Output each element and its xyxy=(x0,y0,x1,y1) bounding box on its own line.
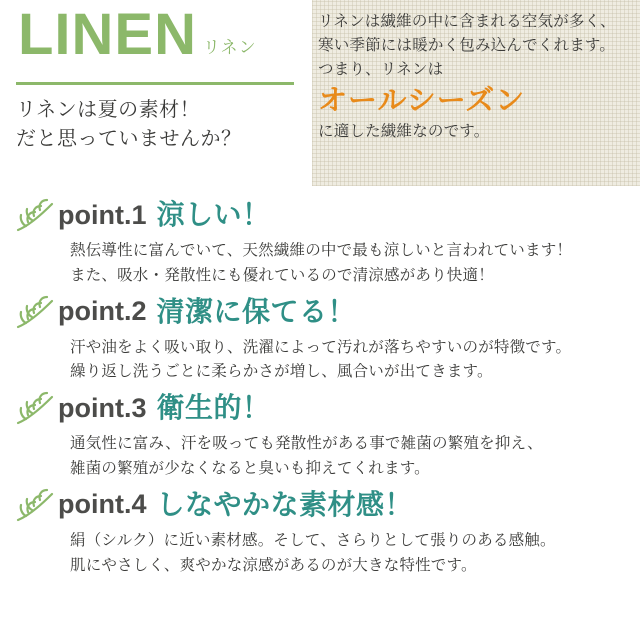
point-1-body-line-2: また、吸水・発散性にも優れているので清涼感があり快適！ xyxy=(70,266,494,284)
header-right-line-1: リネンは繊維の中に含まれる空気が多く、 xyxy=(318,13,616,30)
points-section xyxy=(0,186,640,590)
wheat-icon xyxy=(14,196,58,234)
bottom-spacer xyxy=(0,580,640,590)
point-2-body-line-2: 繰り返し洗うごとに柔らかさが増し、風合いが出てきます。 xyxy=(70,363,493,381)
point-1-title: 涼しい！ xyxy=(156,199,271,230)
point-4-body-line-2: 肌にやさしく、爽やかな涼感があるのが大きな特性です。 xyxy=(70,556,477,574)
point-3-body-line-2: 雑菌の繁殖が少なくなると臭いも抑えてくれます。 xyxy=(70,459,430,477)
header-lead-line-1: リネンは夏の素材！ xyxy=(16,99,201,121)
brand-divider xyxy=(16,82,294,85)
point-1-heading xyxy=(14,194,626,236)
header-right-line-2: 寒い季節には暖かく包み込んでくれます。 xyxy=(318,37,616,55)
point-3-heading xyxy=(14,387,626,429)
header-lead-line-2: だと思っていませんか？ xyxy=(16,128,242,150)
point-1-body xyxy=(70,239,626,289)
header-right-line-3: つまり、リネンは xyxy=(318,61,444,79)
header-right-line-4: に適した繊維なのです。 xyxy=(318,123,490,141)
point-block-4 xyxy=(0,484,640,579)
point-3-label: point.3 xyxy=(58,392,147,423)
point-2-label: point.2 xyxy=(58,296,147,327)
point-2-body-line-1: 汗や油をよく吸い取り、洗濯によって汚れが落ちやすいのが特徴です。 xyxy=(70,338,572,356)
point-block-2 xyxy=(0,291,640,386)
point-4-label: point.4 xyxy=(58,489,147,520)
point-3-body xyxy=(70,432,626,482)
header-lead-text xyxy=(16,96,242,154)
all-season-highlight: オールシーズン xyxy=(318,85,526,118)
point-4-body-line-1: 絹（シルク）に近い素材感。そして、さらりとして張りのある感触。 xyxy=(70,531,556,549)
brand-lockup xyxy=(18,2,257,67)
point-3-body-line-1: 通気性に富み、汗を吸っても発散性がある事で雑菌の繁殖を抑え、 xyxy=(70,435,543,453)
brand-name-en: LINEN xyxy=(18,2,197,67)
brand-name-jp: リネン xyxy=(203,38,257,57)
header-banner xyxy=(0,0,640,186)
header-right-text xyxy=(318,10,630,144)
point-2-heading xyxy=(14,291,626,333)
point-4-title: しなやかな素材感！ xyxy=(156,488,414,520)
header-left-panel xyxy=(0,0,312,186)
point-1-label: point.1 xyxy=(58,199,147,230)
wheat-icon xyxy=(14,389,58,427)
point-3-title: 衛生的！ xyxy=(156,392,271,424)
point-4-body xyxy=(70,529,626,579)
wheat-icon xyxy=(14,486,58,524)
point-4-heading xyxy=(14,484,626,526)
wheat-icon xyxy=(14,293,58,331)
point-2-title: 清潔に保てる！ xyxy=(156,295,357,327)
point-block-1 xyxy=(0,194,640,289)
point-2-body xyxy=(70,336,626,386)
point-block-3 xyxy=(0,387,640,482)
point-1-body-line-1: 熱伝導性に富んでいて、天然繊維の中で最も涼しいと言われています！ xyxy=(70,242,573,259)
